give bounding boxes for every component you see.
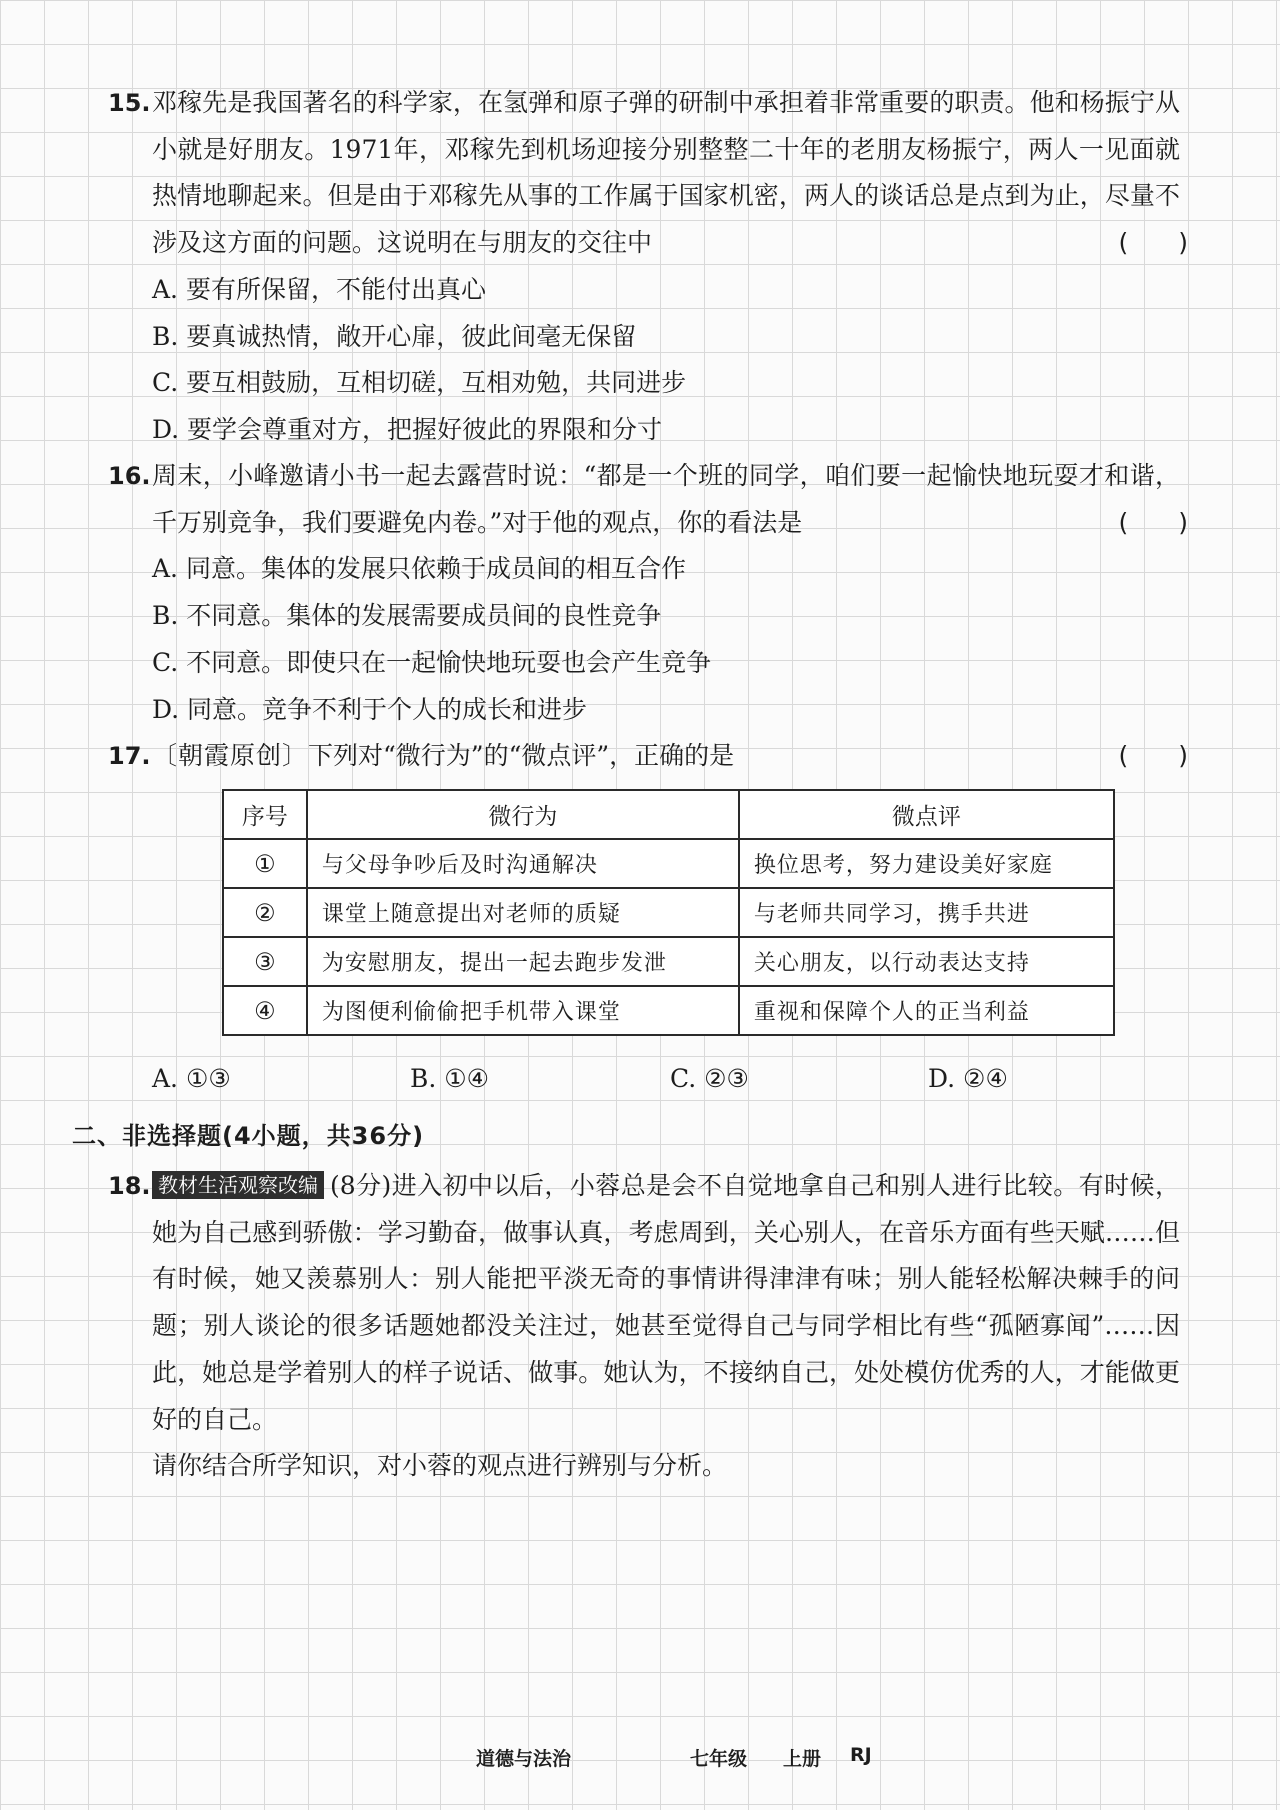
- micro-comment-cell: 关心朋友，以行动表达支持: [739, 937, 1114, 986]
- option-c[interactable]: C. 要互相鼓励，互相切磋，互相劝勉，共同进步: [152, 368, 687, 398]
- question-prompt: 请你结合所学知识，对小蓉的观点进行辨别与分析。: [152, 1451, 728, 1481]
- table-row: [223, 839, 1114, 888]
- micro-behavior-cell: 与父母争吵后及时沟通解决: [307, 839, 739, 888]
- option-d[interactable]: D. 同意。竞争不利于个人的成长和进步: [152, 694, 588, 724]
- option-b[interactable]: B. 不同意。集体的发展需要成员间的良性竞争: [152, 601, 662, 631]
- answer-blank[interactable]: ( ): [1118, 741, 1188, 770]
- question-number: 18.: [108, 1172, 151, 1200]
- footer-edition: RJ: [850, 1744, 872, 1766]
- micro-behavior-cell: 为图便利偷偷把手机带入课堂: [307, 986, 739, 1035]
- footer-volume: 上册: [783, 1748, 822, 1770]
- option-c[interactable]: C. 不同意。即使只在一起愉快地玩耍也会产生竞争: [152, 647, 712, 677]
- table-header-row: [223, 790, 1114, 839]
- source-tag: 〔朝霞原创〕: [152, 741, 309, 770]
- question-number: 16.: [108, 462, 151, 490]
- question-text: 下列对“微行为”的“微点评”，正确的是: [308, 741, 735, 770]
- option-a[interactable]: A. 同意。集体的发展只依赖于成员间的相互合作: [152, 554, 686, 584]
- question-stem: [152, 1163, 1188, 1443]
- answer-blank[interactable]: ( ): [1118, 508, 1188, 537]
- score-label: (8分): [330, 1171, 392, 1200]
- micro-comment-cell: 换位思考，努力建设美好家庭: [739, 839, 1114, 888]
- table-row: [223, 986, 1114, 1035]
- option-b[interactable]: B. ①④: [410, 1064, 490, 1093]
- table-row: [223, 937, 1114, 986]
- column-header-comment: 微点评: [739, 790, 1114, 839]
- option-a[interactable]: A. 要有所保留，不能付出真心: [152, 274, 486, 304]
- section-title: 二、非选择题(4小题，共36分): [72, 1122, 425, 1150]
- question-stem: [152, 453, 1188, 546]
- question-text: 邓稼先是我国著名的科学家，在氢弹和原子弹的研制中承担着非常重要的职责。他和杨振宁从小就是好朋友。1971年，邓稼先到机场迎接分别整整二十年的老朋友杨振宁，两人一见面就热情地聊起来。但是由于邓稼先从事的工作属于国家机密，两人的谈话总是点到为止，尽量不涉及这方面的问题。这说明在与朋友的交往中: [152, 88, 1180, 258]
- micro-behavior-cell: 课堂上随意提出对老师的质疑: [307, 888, 739, 937]
- answer-blank[interactable]: ( ): [1118, 228, 1188, 257]
- question-stem: [152, 733, 1188, 780]
- option-a[interactable]: A. ①③: [152, 1064, 231, 1093]
- row-number: ④: [223, 986, 307, 1035]
- question-text: 进入初中以后，小蓉总是会不自觉地拿自己和别人进行比较。有时候，她为自己感到骄傲：学习勤奋，做事认真，考虑周到，关心别人，在音乐方面有些天赋……但有时候，她又羡慕别人：别人能把平淡无奇的事情讲得津津有味；别人能轻松解决棘手的问题；别人谈论的很多话题她都没关注过，她甚至觉得自己与同学相比有些“孤陋寡闻”……因此，她总是学着别人的样子说话、做事。她认为，不接纳自己，处处模仿优秀的人，才能做更好的自己。: [152, 1171, 1180, 1434]
- column-header-number: 序号: [223, 790, 307, 839]
- option-d[interactable]: D. ②④: [928, 1064, 1008, 1093]
- micro-behavior-table: [222, 789, 1115, 1036]
- column-header-behavior: 微行为: [307, 790, 739, 839]
- question-number: 17.: [108, 742, 151, 770]
- row-number: ③: [223, 937, 307, 986]
- question-stem: [152, 80, 1188, 267]
- option-b[interactable]: B. 要真诚热情，敞开心扉，彼此间毫无保留: [152, 321, 637, 351]
- footer-subject: 道德与法治: [476, 1748, 572, 1770]
- page-footer: [0, 1744, 1280, 1774]
- question-17-options: [152, 1057, 1052, 1101]
- table-row: [223, 888, 1114, 937]
- question-15: [108, 80, 1188, 454]
- row-number: ①: [223, 839, 307, 888]
- question-16: [108, 453, 1188, 733]
- source-badge: 教材生活观察改编: [152, 1171, 324, 1199]
- option-d[interactable]: D. 要学会尊重对方，把握好彼此的界限和分寸: [152, 414, 663, 444]
- question-text: 周末，小峰邀请小书一起去露营时说：“都是一个班的同学，咱们要一起愉快地玩耍才和谐，千万别竞争，我们要避免内卷。”对于他的观点，你的看法是: [152, 461, 1180, 537]
- footer-grade: 七年级: [690, 1748, 748, 1770]
- micro-behavior-cell: 为安慰朋友，提出一起去跑步发泄: [307, 937, 739, 986]
- question-number: 15.: [108, 89, 151, 117]
- question-17: [108, 733, 1188, 780]
- option-c[interactable]: C. ②③: [670, 1064, 749, 1093]
- question-18: [108, 1163, 1188, 1490]
- micro-comment-cell: 重视和保障个人的正当利益: [739, 986, 1114, 1035]
- micro-comment-cell: 与老师共同学习，携手共进: [739, 888, 1114, 937]
- row-number: ②: [223, 888, 307, 937]
